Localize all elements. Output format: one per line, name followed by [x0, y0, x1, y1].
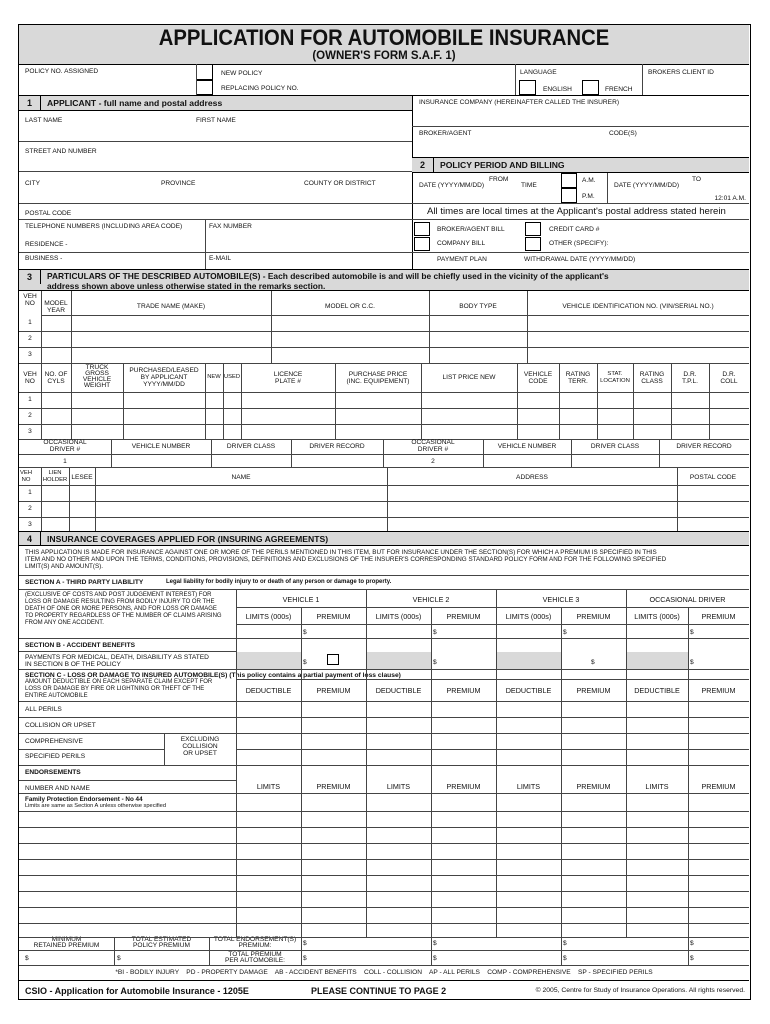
endorsements-title: ENDORSEMENTS	[25, 769, 81, 776]
all-perils-label: ALL PERILS	[25, 706, 62, 713]
dollar-sign: $	[690, 955, 694, 962]
company-bill-checkbox[interactable]	[414, 237, 430, 251]
section-a-line4: TO PROPERTY REGARDLESS OF THE NUMBER OF CLAIMS ARISING	[25, 613, 222, 619]
number-name-label: NUMBER AND NAME	[25, 785, 90, 792]
section-4-number: 4	[19, 532, 41, 545]
premium-header: PREMIUM	[316, 612, 351, 621]
withdrawal-date-label: WITHDRAWAL DATE (YYYY/MM/DD)	[524, 256, 636, 263]
pm-label: P.M.	[582, 193, 595, 200]
new-policy-checkbox[interactable]	[196, 64, 213, 80]
from-label: FROM	[489, 176, 509, 183]
section-a-title: SECTION A - THIRD PARTY LIABILITY	[25, 579, 144, 586]
credit-card-label: CREDIT CARD #	[549, 226, 600, 233]
company-bill-label: COMPANY BILL	[437, 240, 486, 247]
limits-header: LIMITS	[256, 782, 281, 791]
payment-plan-label: PAYMENT PLAN	[437, 256, 487, 263]
dollar-sign: $	[303, 940, 307, 947]
limits-header: LIMITS (000s)	[634, 612, 680, 621]
replacing-policy-checkbox[interactable]	[196, 80, 213, 95]
section-a-line1: (EXCLUSIVE OF COSTS AND POST JUDGEMENT INTEREST) FOR	[25, 592, 212, 598]
section-3-title-line2: address shown above unless otherwise stated in the remarks section.	[47, 281, 326, 291]
lien-row-number: 3	[28, 521, 32, 528]
dollar-sign: $	[303, 629, 307, 636]
rating-class-label-2: CLASS	[641, 378, 663, 385]
credit-card-checkbox[interactable]	[525, 222, 541, 236]
section-b-shaded-cell	[496, 652, 561, 669]
minimum-retained-label: MINIMUM	[51, 936, 82, 943]
dollar-sign: $	[690, 629, 694, 636]
to-time-value: 12:01 A.M.	[714, 195, 746, 202]
dollar-sign: $	[563, 629, 567, 636]
licence-label: LICENCE	[273, 371, 303, 378]
minimum-retained-label-2: RETAINED PREMIUM	[33, 942, 100, 949]
lien-postal-code-label: POSTAL CODE	[689, 474, 737, 481]
street-label: STREET AND NUMBER	[25, 148, 97, 155]
dr-tpl-label-2: T.P.L.	[681, 378, 698, 385]
email-label: E-MAIL	[209, 255, 231, 262]
dollar-sign: $	[433, 659, 437, 666]
section-a-line5: FROM ANY ONE ACCIDENT.	[25, 620, 104, 626]
occasional-driver-header: OCCASIONAL DRIVER	[649, 595, 726, 604]
section-2-title: POLICY PERIOD AND BILLING	[440, 160, 565, 170]
dollar-sign: $	[591, 659, 595, 666]
section-b-vehicle-1-checkbox[interactable]	[327, 654, 339, 665]
section-1-number: 1	[19, 96, 41, 110]
model-label: MODEL	[44, 300, 68, 307]
vehicle-row-number: 2	[28, 335, 32, 342]
vin-label: VEHICLE IDENTIFICATION NO. (VIN/SERIAL NO.)	[562, 303, 714, 310]
section-2-number: 2	[412, 158, 434, 172]
to-label: TO	[692, 176, 702, 183]
coverage-intro-line2: ITEM AND NO OTHER AND UPON THE TERMS, CONDITIONS, PROVISIONS, DEFINITIONS AND EXCLUSIONS OF THE INSURER'S CORRESPONDING STANDARD POLICY FORM AND FOR THE FOLLOWING SPECIFIED	[25, 556, 667, 563]
purchased-label: PURCHASED/LEASED	[129, 367, 199, 374]
section-b-shaded-cell	[366, 652, 431, 669]
dr-coll-label-2: COLL	[720, 378, 738, 385]
first-name-label: FIRST NAME	[196, 117, 236, 124]
total-endorsement-label-2: PREMIUM:	[238, 942, 272, 949]
broker-bill-checkbox[interactable]	[414, 222, 430, 236]
postal-code-label: POSTAL CODE	[25, 210, 72, 217]
limits-header: LIMITS (000s)	[505, 612, 552, 621]
lien-label: LIEN	[48, 470, 62, 476]
comprehensive-label: COMPREHENSIVE	[25, 738, 83, 745]
section-b-line2: IN SECTION B OF THE POLICY	[25, 661, 121, 668]
dollar-sign: $	[690, 659, 694, 666]
weight-label: WEIGHT	[83, 382, 111, 389]
deductible-header: DEDUCTIBLE	[634, 686, 680, 695]
dollar-sign: $	[303, 659, 307, 666]
vehicle-code-label: VEHICLE	[523, 371, 553, 378]
used-label: USED	[223, 374, 241, 380]
section-c-line1: AMOUNT DEDUCTIBLE ON EACH SEPARATE CLAIM EXCEPT FOR	[25, 679, 213, 685]
am-checkbox[interactable]	[561, 173, 577, 188]
lien-row-number: 2	[28, 505, 32, 512]
premium-header: PREMIUM	[446, 612, 481, 621]
body-type-label: BODY TYPE	[459, 303, 497, 310]
province-label: PROVINCE	[161, 180, 196, 187]
premium-header: PREMIUM	[316, 686, 351, 695]
truck-label: TRUCK	[85, 364, 109, 371]
vehicle-label: VEHICLE	[82, 376, 112, 383]
dollar-sign: $	[690, 940, 694, 947]
holder-label: HOLDER	[42, 477, 68, 483]
section-2-header	[412, 157, 749, 173]
dr-coll-label: D.R.	[722, 371, 736, 378]
city-label: CITY	[25, 180, 41, 187]
insurer-label: INSURANCE COMPANY (HEREINAFTER CALLED THE INSURER)	[419, 99, 620, 106]
form-subtitle: (OWNER'S FORM S.A.F. 1)	[312, 50, 456, 62]
pm-checkbox[interactable]	[561, 188, 577, 203]
french-label: FRENCH	[605, 86, 633, 93]
section-3-number: 3	[19, 270, 41, 284]
section-1-title: APPLICANT - full name and postal address	[47, 98, 223, 108]
driver-class-label-2: DRIVER CLASS	[590, 443, 640, 450]
dollar-sign: $	[303, 955, 307, 962]
fax-label: FAX NUMBER	[209, 223, 252, 230]
brokers-client-id-label: BROKERS CLIENT ID	[648, 69, 714, 76]
other-label: OTHER (SPECIFY):	[549, 240, 609, 247]
stat-location-label-2: LOCATION	[600, 378, 630, 384]
premium-header: PREMIUM	[576, 612, 611, 621]
premium-header: PREMIUM	[701, 686, 736, 695]
no-label: NO	[25, 300, 35, 307]
excluding-label: EXCLUDING	[180, 736, 220, 743]
english-label: ENGLISH	[543, 86, 572, 93]
time-label: TIME	[521, 182, 537, 189]
total-estimated-label: TOTAL ESTIMATED	[131, 936, 192, 943]
total-endorsement-label: TOTAL ENDORSEMENT(S)	[213, 936, 297, 943]
dollar-sign: $	[563, 940, 567, 947]
stat-location-label: STAT.	[607, 371, 623, 377]
veh-label: VEH	[23, 293, 37, 300]
specified-perils-label: SPECIFIED PERILS	[25, 753, 86, 760]
driver-no-label: DRIVER #	[49, 446, 81, 453]
family-protection-note: Limits are same as Section A unless otherwise specified	[25, 803, 166, 809]
list-price-label: LIST PRICE NEW	[442, 374, 496, 381]
driver-record-label-2: DRIVER RECORD	[676, 443, 732, 450]
driver-record-label: DRIVER RECORD	[309, 443, 365, 450]
footer-continue: PLEASE CONTINUE TO PAGE 2	[311, 986, 447, 996]
total-premium-label-2: PER AUTOMOBILE:	[225, 957, 285, 964]
no-of-cyls-label: NO. OF	[44, 371, 68, 378]
section-a-note: Legal liability for bodily injury to or death of any person or damage to property.	[166, 579, 392, 585]
french-checkbox[interactable]	[582, 80, 599, 95]
excluding-upset-label: OR UPSET	[183, 750, 217, 757]
section-c-line2: LOSS OR DAMAGE BY FIRE OR LIGHTNING OR THEFT OF THE	[25, 686, 205, 692]
rating-terr-label: RATING	[565, 371, 591, 378]
application-form	[18, 24, 751, 1000]
occasional-driver-1: 1	[63, 458, 67, 465]
english-checkbox[interactable]	[519, 80, 536, 95]
vehicle-row-number: 3	[28, 351, 32, 358]
driver-class-label: DRIVER CLASS	[226, 443, 276, 450]
vehicle-number-label-2: VEHICLE NUMBER	[497, 443, 557, 450]
plate-label: PLATE #	[275, 378, 301, 385]
dollar-sign: $	[433, 955, 437, 962]
vehicle-row-number: 1	[28, 319, 32, 326]
abbreviation-legend: *BI - BODILY INJURY PD - PROPERTY DAMAGE AB - ACCIDENT BENEFITS COLL - COLLISION AP - ALL PERILS COMP - COMPREHENSIVE SP - SPECIFIED PERILS	[115, 969, 653, 976]
gross-label: GROSS	[85, 370, 109, 377]
other-checkbox[interactable]	[525, 237, 541, 251]
collision-label: COLLISION OR UPSET	[25, 722, 96, 729]
vehicle-2-header: VEHICLE 2	[412, 595, 450, 604]
rating-terr-label-2: TERR.	[568, 378, 588, 385]
last-name-label: LAST NAME	[25, 117, 63, 124]
section-4-title: INSURANCE COVERAGES APPLIED FOR (INSURING AGREEMENTS)	[47, 534, 329, 544]
limits-header: LIMITS (000s)	[375, 612, 422, 621]
premium-header: PREMIUM	[576, 782, 611, 791]
deductible-header: DEDUCTIBLE	[375, 686, 422, 695]
dollar-sign: $	[25, 955, 29, 962]
deductible-header: DEDUCTIBLE	[245, 686, 292, 695]
broker-agent-label: BROKER/AGENT	[419, 130, 472, 137]
lien-address-label: ADDRESS	[516, 474, 548, 481]
section-a-line2: LOSS OR DAMAGE RESULTING FROM BODILY INJURY TO OR THE	[25, 599, 215, 605]
vehicle-code-label-2: CODE	[528, 378, 548, 385]
purchase-date-label: YYYY/MM/DD	[143, 381, 185, 388]
premium-header: PREMIUM	[446, 686, 481, 695]
no-label: NO	[25, 378, 35, 385]
veh-label: VEH	[19, 470, 33, 476]
coverage-intro-line1: THIS APPLICATION IS MADE FOR INSURANCE AGAINST ONE OR MORE OF THE PERILS MENTIONED IN THIS ITEM, BUT FOR INSURANCE UNDER THE SECTION(S) FOR WHICH A PREMIUM IS SPECIFIED IN THIS	[25, 549, 657, 556]
vehicle-number-label: VEHICLE NUMBER	[131, 443, 191, 450]
business-label: BUSINESS -	[25, 255, 63, 262]
language-label: LANGUAGE	[520, 69, 557, 76]
section-4-header	[19, 531, 749, 546]
premium-header: PREMIUM	[316, 782, 351, 791]
section-b-title: SECTION B - ACCIDENT BENEFITS	[25, 642, 136, 649]
vehicle-row-number: 3	[28, 428, 32, 435]
lien-row-number: 1	[28, 489, 32, 496]
broker-bill-label: BROKER/AGENT BILL	[437, 226, 505, 233]
section-c-title: SECTION C - LOSS OR DAMAGE TO INSURED AUTOMOBILE(S) (This policy contains a partial payment of loss clause)	[25, 672, 401, 679]
inc-equip-label: (INC. EQUIPEMENT)	[346, 378, 410, 385]
limits-header: LIMITS	[386, 782, 411, 791]
residence-label: RESIDENCE -	[25, 241, 68, 248]
section-1-header	[19, 95, 412, 111]
occasional-driver-2: 2	[431, 458, 435, 465]
replacing-policy-label: REPLACING POLICY NO.	[221, 85, 299, 92]
from-date-label: DATE (YYYY/MM/DD)	[419, 182, 485, 189]
section-b-shaded-cell	[236, 652, 301, 669]
excluding-collision-label: COLLISION	[182, 743, 218, 750]
dollar-sign: $	[433, 940, 437, 947]
year-label: YEAR	[47, 307, 65, 314]
coverage-intro-line3: LIMIT(S) AND AMOUNT(S).	[25, 563, 104, 570]
cyls-label: CYLS	[47, 378, 65, 385]
dr-tpl-label: D.R.	[683, 371, 697, 378]
driver-no-label-2: DRIVER #	[417, 446, 449, 453]
premium-header: PREMIUM	[701, 612, 736, 621]
lien-name-label: NAME	[231, 474, 251, 481]
model-cc-label: MODEL OR C.C.	[325, 303, 375, 310]
premium-header: PREMIUM	[446, 782, 481, 791]
vehicle-3-header: VEHICLE 3	[542, 595, 580, 604]
limits-header: LIMITS	[645, 782, 669, 791]
section-b-shaded-cell	[626, 652, 688, 669]
vehicle-row-number: 2	[28, 412, 32, 419]
total-estimated-label-2: POLICY PREMIUM	[132, 942, 191, 949]
new-label: NEW	[207, 374, 221, 380]
dollar-sign: $	[433, 629, 437, 636]
total-premium-label: TOTAL PREMIUM	[228, 951, 282, 958]
section-a-line3: DEATH OF ONE OR MORE PERSONS, AND FOR LOSS OR DAMAGE	[25, 606, 217, 612]
purchase-price-label: PURCHASE PRICE	[348, 371, 408, 378]
no-label: NO	[21, 477, 31, 483]
premium-header: PREMIUM	[576, 686, 611, 695]
limits-header: LIMITS	[516, 782, 541, 791]
family-protection-endorsement: Family Protection Endorsement - No 44	[25, 796, 143, 803]
premium-header: PREMIUM	[701, 782, 736, 791]
dollar-sign: $	[563, 955, 567, 962]
form-title: APPLICATION FOR AUTOMOBILE INSURANCE	[158, 25, 610, 50]
trade-name-label: TRADE NAME (MAKE)	[136, 303, 206, 310]
section-3-title: PARTICULARS OF THE DESCRIBED AUTOMOBILE(S) - Each described automobile is and will be chiefly used in the vicinity of the applicant's	[47, 271, 609, 281]
to-date-label: DATE (YYYY/MM/DD)	[614, 182, 680, 189]
county-label: COUNTY OR DISTRICT	[304, 180, 376, 187]
limits-header: LIMITS (000s)	[245, 612, 292, 621]
telephone-label: TELEPHONE NUMBERS (INCLUDING AREA CODE)	[25, 223, 183, 230]
am-label: A.M.	[582, 177, 596, 184]
vehicle-row-number: 1	[28, 396, 32, 403]
occasional-driver-label: OCCASIONAL	[43, 439, 87, 446]
footer-form-id: CSIO - Application for Automobile Insurance - 1205E	[25, 986, 249, 996]
section-c-line3: ENTIRE AUTOMOBILE	[25, 693, 88, 699]
section-b-line1: PAYMENTS FOR MEDICAL, DEATH, DISABILITY AS STATED	[25, 654, 209, 661]
by-applicant-label: BY APPLICANT	[140, 374, 188, 381]
section-3-header	[19, 269, 749, 291]
dollar-sign: $	[117, 955, 121, 962]
codes-label: CODE(S)	[609, 130, 637, 137]
lesee-label: LESEE	[71, 474, 93, 481]
veh-label: VEH	[23, 371, 37, 378]
local-times-note: All times are local times at the Applicant's postal address stated herein	[427, 206, 726, 217]
occasional-driver-label-2: OCCASIONAL	[411, 439, 455, 446]
vehicle-1-header: VEHICLE 1	[282, 595, 320, 604]
footer-copyright: © 2005, Centre for Study of Insurance Operations. All rights reserved.	[535, 987, 745, 994]
rating-class-label: RATING	[639, 371, 665, 378]
new-policy-label: NEW POLICY	[221, 70, 263, 77]
policy-no-assigned-label: POLICY NO. ASSIGNED	[25, 68, 99, 75]
deductible-header: DEDUCTIBLE	[505, 686, 552, 695]
